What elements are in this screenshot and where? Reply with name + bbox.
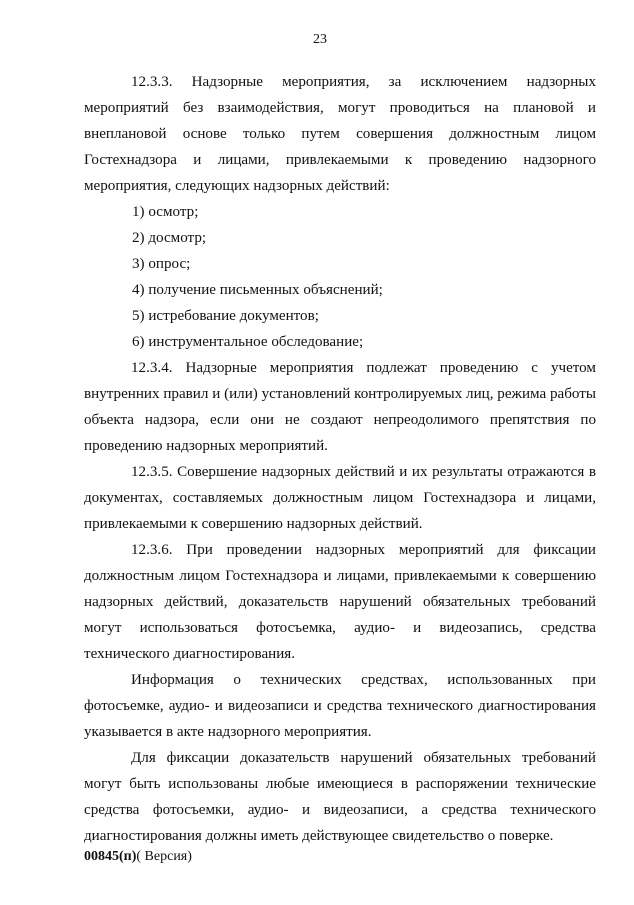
paragraph-12-3-6: 12.3.6. При проведении надзорных мероприятий для фиксации должностным лицом Гостехнадзора и лицами, привлекаемыми к совершению надзорных действий, доказательств нарушений обязательных требований могут использоваться фотосъемка, аудио- и видеозапись, средства технического диагностирования. [84,542,596,662]
paragraph-12-3-5: 12.3.5. Совершение надзорных действий и их результаты отражаются в документах, составляемых должностным лицом Гостехнадзора и лицами, привлекаемыми к совершению надзорных действий. [84,464,596,532]
paragraph-evidence-fixation: Для фиксации доказательств нарушений обязательных требований могут быть использованы любые имеющиеся в распоряжении технические средства фотосъемки, аудио- и видеозаписи, а средства технического диагностирования должны иметь действующее свидетельство о поверке. [84,750,596,844]
paragraph-12-3-4: 12.3.4. Надзорные мероприятия подлежат проведению с учетом внутренних правил и (или) установлений контролируемых лиц, режима работы объекта надзора, если они не создают непреодолимого препятствия по проведению надзорных мероприятий. [84,360,596,454]
list-item: 6) инструментальное обследование; [132,334,364,350]
action-list [84,199,596,355]
list-item: 1) осмотр; [132,204,199,220]
version-label: ( Версия) [136,849,192,864]
document-code: 00845(п) [84,849,137,864]
page-number: 23 [313,32,327,47]
list-item: 5) истребование документов; [132,308,319,324]
list-item: 4) получение письменных объяснений; [132,282,383,298]
footer-version [84,848,192,866]
list-item: 3) опрос; [132,256,191,272]
document-body [84,69,596,849]
paragraph-12-3-3: 12.3.3. Надзорные мероприятия, за исключением надзорных мероприятий без взаимодействия, могут проводиться на плановой и внеплановой основе только путем совершения должностным лицом Гостехнадзора и лицами, привлекаемыми к проведению надзорного мероприятия, следующих надзорных действий: [84,74,596,194]
list-item: 2) досмотр; [132,230,207,246]
paragraph-info-technical-means: Информация о технических средствах, использованных при фотосъемке, аудио- и видеозаписи и средства технического диагностирования указывается в акте надзорного мероприятия. [84,672,596,740]
